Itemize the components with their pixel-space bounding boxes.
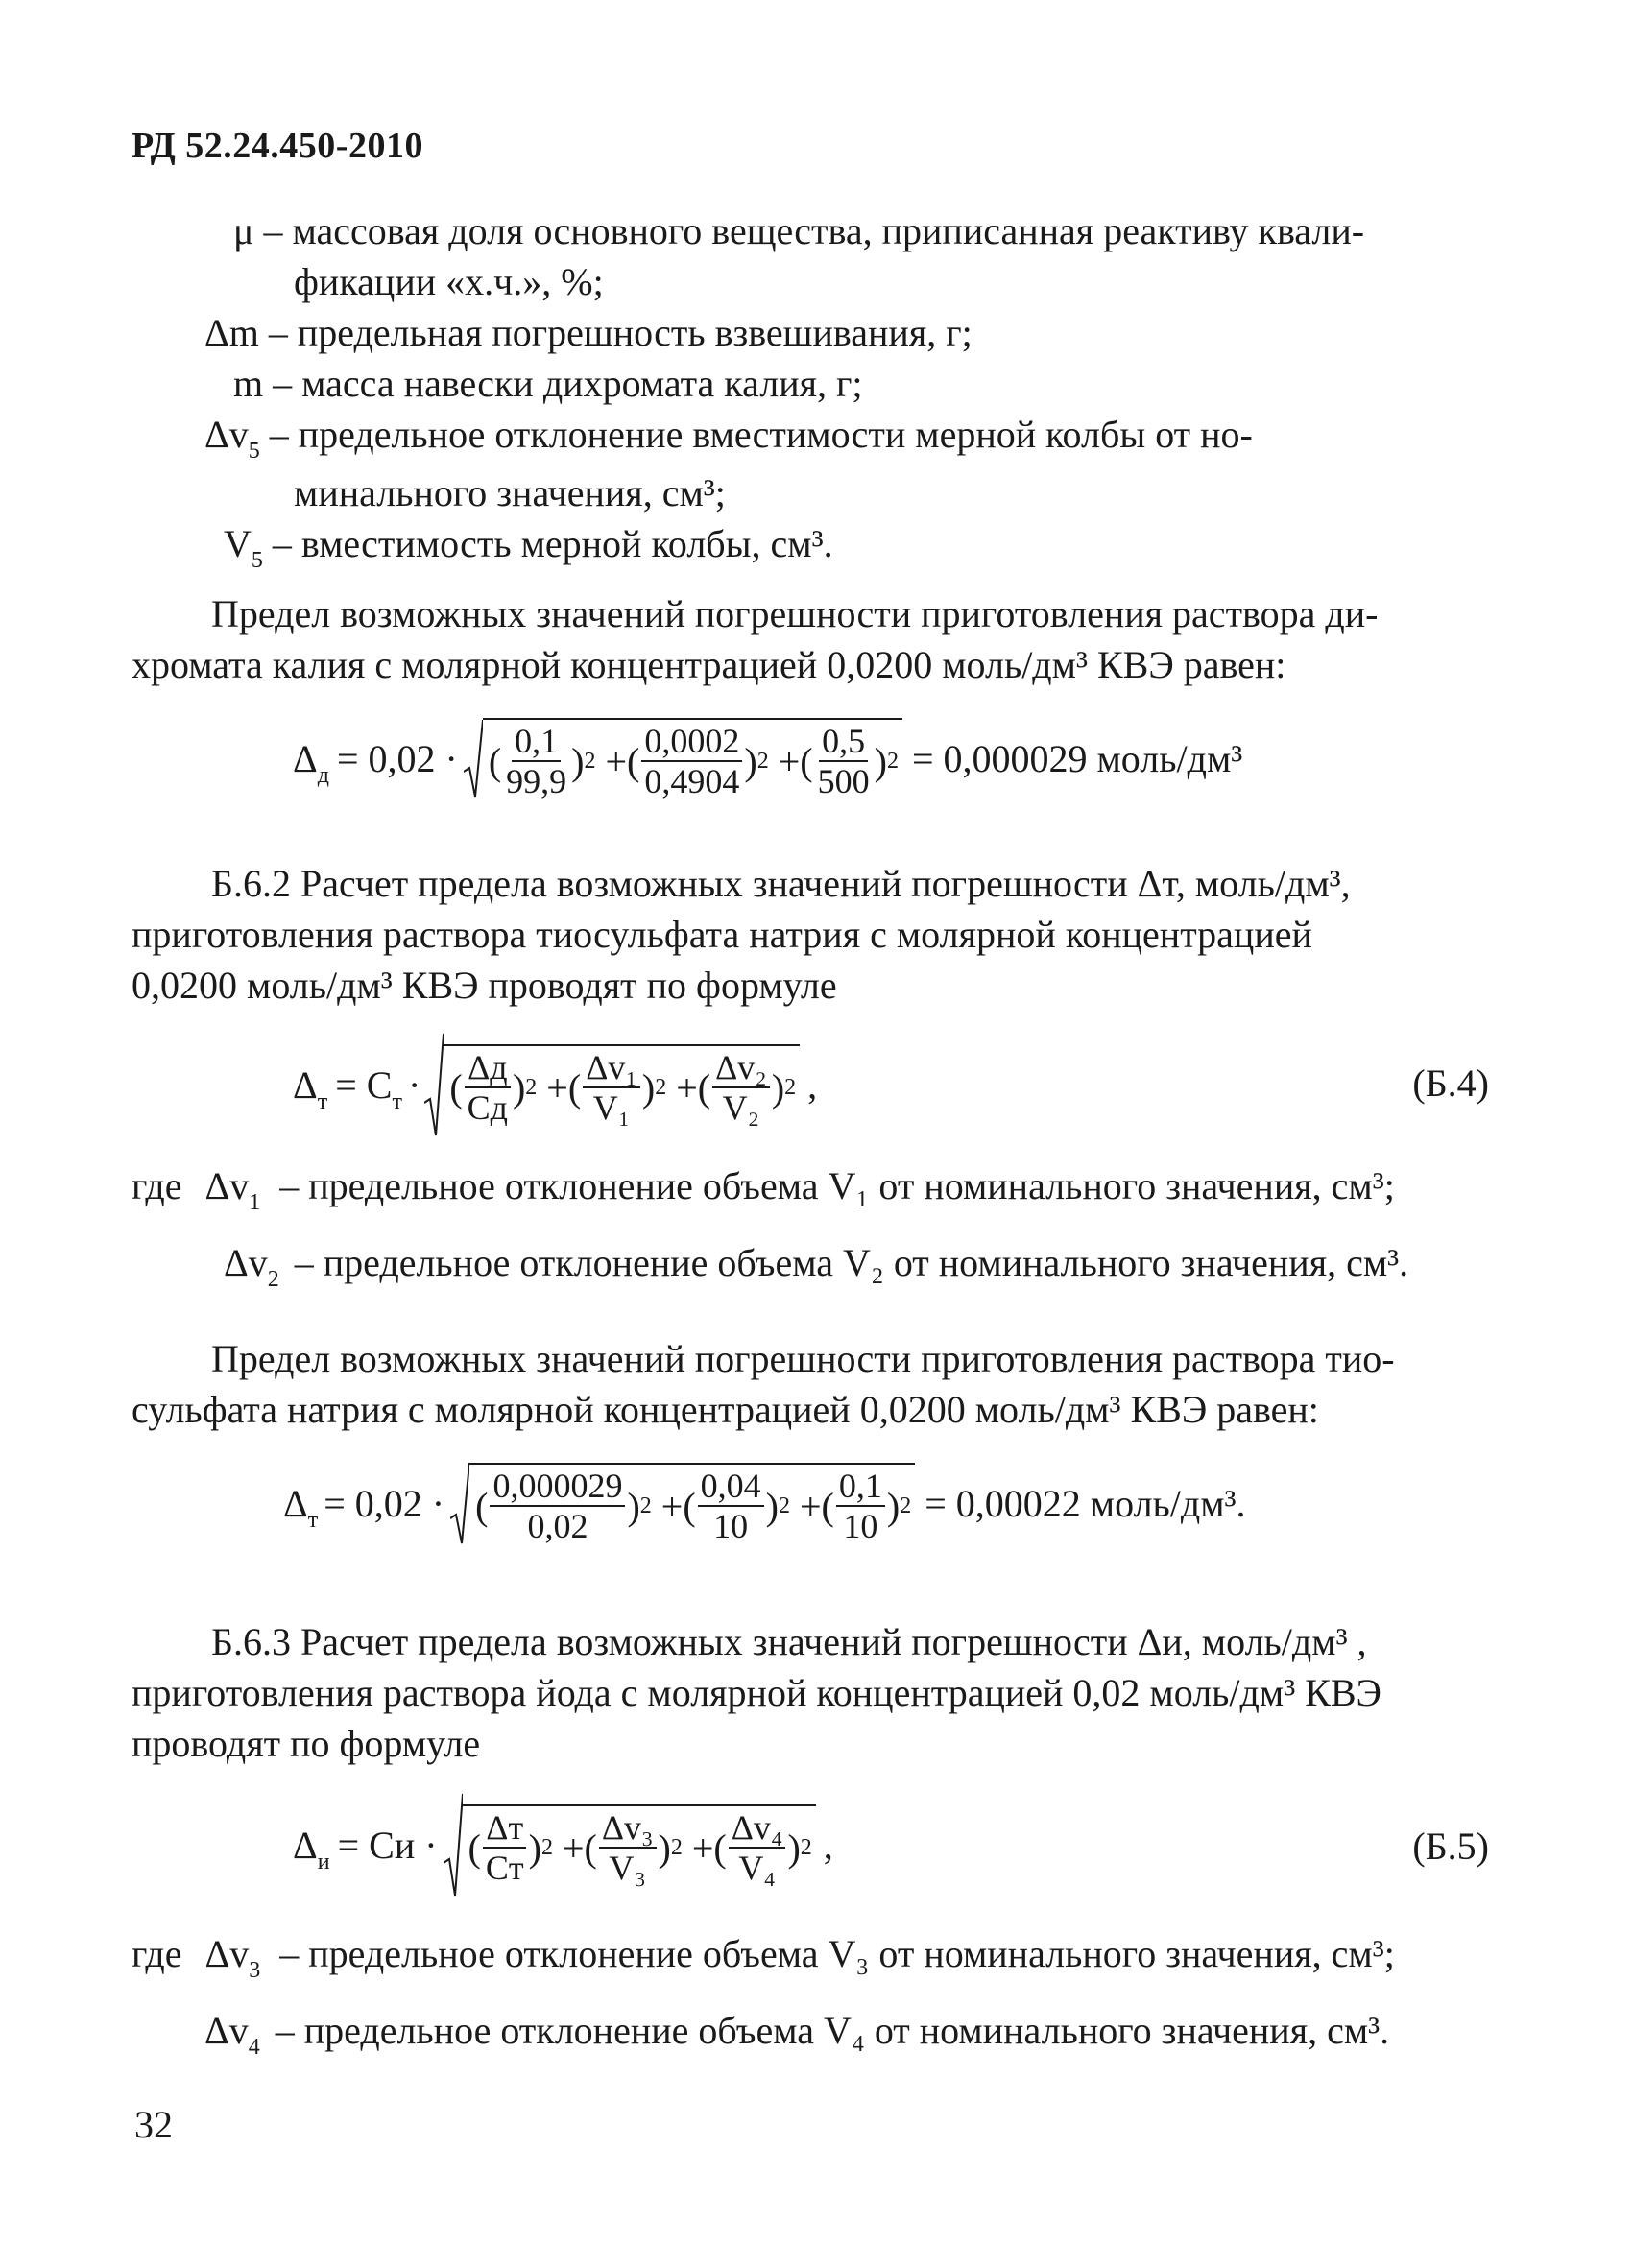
- fraction: $\frac{0,0002}{0,4904}$: [641, 724, 742, 799]
- eq-trail: ,: [823, 1823, 833, 1867]
- fraction: $\frac{\Delta т}{Cт}$: [483, 1810, 527, 1885]
- definition-subscript: 5: [248, 438, 260, 464]
- para3-line2: сульфата натрия с молярной концентрацией 0,0200 моль/дм³ КВЭ равен:: [132, 1388, 1319, 1431]
- definition-symbol: Δv: [204, 413, 249, 456]
- definition-symbol: m: [233, 362, 264, 405]
- eq-coef: = 0,02 ·: [336, 736, 458, 780]
- para4-line2: приготовления раствора йода с молярной концентрацией 0,02 моль/дм³ КВЭ: [132, 1671, 1381, 1714]
- definition-delta-v2: $\Delta v_2$ – предельное отклонение объема V₂ от номинального значения, см³.: [224, 1241, 1409, 1292]
- sqrt-sign: [464, 718, 483, 799]
- eq-lhs: $\Delta_и$: [293, 1823, 330, 1874]
- fraction: $\frac{\Delta д}{Cд}$: [465, 1050, 511, 1125]
- fraction: $\frac{\text{Δv₁}}{\text{V₁}}$: [583, 1050, 640, 1125]
- fraction: $\frac{\text{Δv₂}}{\text{V₂}}$: [712, 1050, 770, 1125]
- definition-delta-v5-cont: минального значения, см³;: [294, 471, 726, 514]
- definition-text: – предельная погрешность взвешивания, г;: [268, 311, 973, 354]
- document-header: РД 52.24.450-2010: [132, 126, 423, 166]
- definition-v5: [224, 519, 833, 573]
- fraction: $\frac{\text{Δv₄}}{\text{V₄}}$: [729, 1810, 786, 1885]
- para4-line3: проводят по формуле: [132, 1722, 481, 1765]
- definition-text: – масса навески дихромата калия, г;: [273, 362, 863, 405]
- equation-b4: [293, 1027, 817, 1142]
- eq-rhs: = 0,00022 моль/дм³.: [925, 1481, 1246, 1525]
- equation-b5: [293, 1787, 833, 1902]
- definition-delta-v3: где $\Delta v_3$ – предельное отклонение объема V₃ от номинального значения, см³;: [132, 1932, 1395, 1983]
- definition-delta-v1: где $\Delta v_1$ – предельное отклонение объема V₁ от номинального значения, см³;: [132, 1164, 1395, 1215]
- radicand: ( $\frac{\Delta т}{Cт}$ ) 2 +( $\frac{\text{Δv₃}}{\text{V₃}}$ ) 2 +( $\frac{\text{Δv₄}}{\text{V₄}}$ ) 2: [463, 1804, 816, 1885]
- fraction: $\frac{0,1}{99,9}$: [506, 722, 567, 800]
- definition-delta-v5: [204, 410, 1501, 464]
- definition-text: – вместимость мерной колбы, см³.: [272, 522, 833, 565]
- para2-line3: 0,0200 моль/дм³ КВЭ проводят по формуле: [132, 964, 837, 1007]
- para1-line1: Предел возможных значений погрешности приготовления раствора ди-: [211, 592, 1379, 635]
- definition-text: – предельное отклонение вместимости мерной колбы от но-: [269, 413, 1253, 456]
- para2-line1: Б.6.2 Расчет предела возможных значений погрешности Δт, моль/дм³,: [211, 862, 1351, 905]
- radicand: ( $\frac{0,000029}{0,02}$ ) 2 +( $\frac{0,04}{10}$ ) 2 +( $\frac{0,1}{10}$ ) 2: [469, 1463, 915, 1543]
- para2-line2: приготовления раствора тиосульфата натрия с молярной концентрацией: [132, 913, 1312, 956]
- definition-symbol: V: [224, 522, 252, 565]
- equation-delta-d: [293, 715, 1242, 801]
- definition-mu: [233, 206, 1501, 256]
- fraction: $\frac{0,04}{10}$: [698, 1468, 764, 1543]
- radicand: ( $\frac{\Delta д}{Cд}$ ) 2 +( $\frac{\text{Δv₁}}{\text{V₁}}$ ) 2 +( $\frac{\text{Δv₂}}{\text{V₂}}$ ) 2: [444, 1044, 800, 1125]
- fraction: $\frac{\text{Δv₃}}{\text{V₃}}$: [599, 1810, 657, 1885]
- fraction: $\frac{0,000029}{0,02}$: [490, 1468, 625, 1543]
- eq-lhs: $\Delta_т$: [293, 1062, 328, 1114]
- definition-mu-cont: фикации «х.ч.», %;: [294, 260, 604, 303]
- definition-symbol: Δm: [204, 311, 259, 354]
- eq-coef: = $C_т$: [335, 1062, 402, 1114]
- sqrt-sign: [424, 1032, 444, 1137]
- sqrt-sign: [450, 1461, 469, 1545]
- eq-coef: = Cи ·: [337, 1823, 438, 1867]
- eq-lhs: $\Delta_д$: [293, 736, 329, 788]
- radicand: ( $\frac{0,1}{99,9}$ ) 2 +( $\frac{0,0002}{0,4904}$ ) 2 +( $\frac{0,5}{500}$ ) 2: [483, 718, 902, 799]
- para4-line1: Б.6.3 Расчет предела возможных значений погрешности Δи, моль/дм³ ,: [211, 1620, 1367, 1663]
- eq-lhs: $\Delta_т$: [283, 1481, 319, 1533]
- eq-dot: ·: [407, 1062, 421, 1107]
- para3-line1: Предел возможных значений погрешности приготовления раствора тио-: [211, 1337, 1395, 1380]
- definition-subscript: 5: [251, 547, 263, 573]
- page-number: 32: [134, 2103, 173, 2146]
- definition-delta-v4: $\Delta v_4$ – предельное отклонение объема V₄ от номинального значения, см³.: [204, 2009, 1390, 2060]
- definition-delta-m: [204, 308, 973, 358]
- definition-m: [233, 359, 863, 409]
- fraction: $\frac{0,5}{500}$: [817, 722, 870, 800]
- equation-number-b4: (Б.4): [1412, 1062, 1489, 1105]
- eq-trail: ,: [807, 1062, 818, 1107]
- sqrt-sign: [444, 1792, 463, 1898]
- definition-text: – массовая доля основного вещества, приписанная реактиву квали-: [263, 209, 1365, 252]
- definition-symbol: μ: [233, 209, 254, 252]
- equation-delta-t: [283, 1457, 1246, 1549]
- fraction: $\frac{0,1}{10}$: [836, 1468, 885, 1543]
- eq-coef: = 0,02 ·: [324, 1481, 445, 1525]
- equation-number-b5: (Б.5): [1412, 1825, 1489, 1868]
- eq-rhs: = 0,000029 моль/дм³: [911, 736, 1243, 780]
- para1-line2: хромата калия с молярной концентрацией 0,0200 моль/дм³ КВЭ равен:: [132, 643, 1286, 686]
